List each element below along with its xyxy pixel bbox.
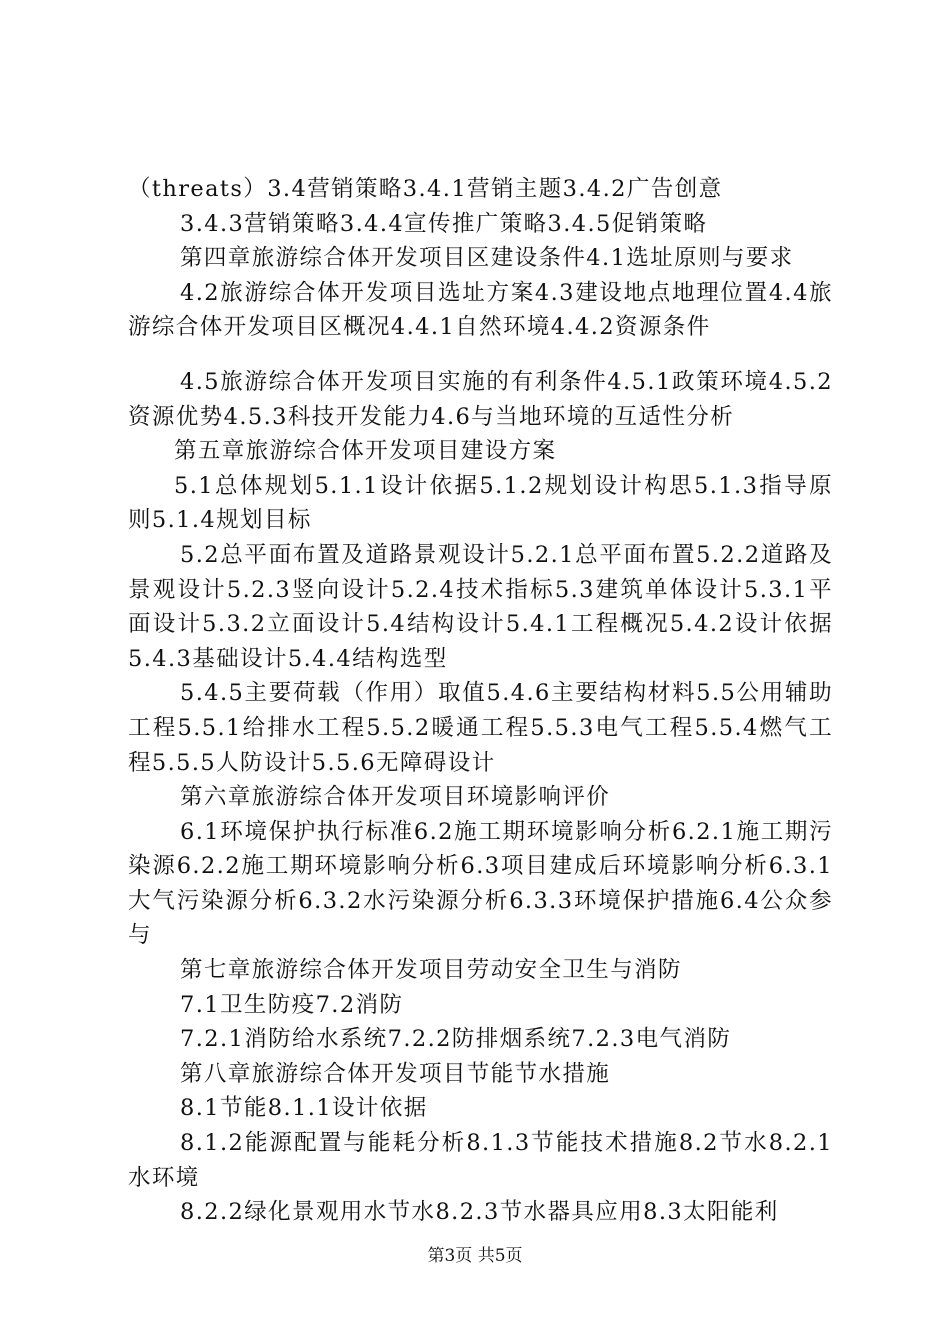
- paragraph-threats-marketing: （threats）3.4营销策略3.4.1营销主题3.4.2广告创意: [128, 176, 723, 202]
- paragraph-water-solar: 8.2.2绿化景观用水节水8.2.3节水器具应用8.3太阳能利: [180, 1199, 779, 1226]
- page-footer: 第3页 共5页: [427, 1246, 523, 1266]
- paragraph-energy-water: 8.1.2能源配置与能耗分析8.1.3节能技术措施8.2节水8.2.1水环境: [128, 1130, 833, 1191]
- paragraph-layout-design: 5.2总平面布置及道路景观设计5.2.1总平面布置5.2.2道路及景观设计5.2.3竖向设计5.2.4技术指标5.3建筑单体设计5.3.1平面设计5.3.2立面设计5.4结构设计5.4.1工程概况5.4.2设计依据5.4.3基础设计5.4.4结构选型: [128, 541, 833, 672]
- chapter-6-heading: 第六章旅游综合体开发项目环境影响评价: [180, 784, 611, 811]
- paragraph-site-selection: 4.2旅游综合体开发项目选址方案4.3建设地点地理位置4.4旅游综合体开发项目区概况4.4.1自然环境4.4.2资源条件: [128, 279, 833, 341]
- chapter-8-heading: 第八章旅游综合体开发项目节能节水措施: [180, 1060, 611, 1087]
- paragraph-favorable-conditions: 4.5旅游综合体开发项目实施的有利条件4.5.1政策环境4.5.2资源优势4.5.3科技开发能力4.6与当地环境的互适性分析: [128, 368, 833, 430]
- paragraph-marketing-strategies: 3.4.3营销策略3.4.4宣传推广策略3.4.5促销策略: [180, 210, 708, 237]
- paragraph-loads-utilities: 5.4.5主要荷载（作用）取值5.4.6主要结构材料5.5公用辅助工程5.5.1给排水工程5.5.2暖通工程5.5.3电气工程5.5.4燃气工程5.5.5人防设计5.5.6无障碍设计: [128, 680, 833, 776]
- chapter-7-heading: 第七章旅游综合体开发项目劳动安全卫生与消防: [180, 957, 682, 984]
- paragraph-energy-saving: 8.1节能8.1.1设计依据: [180, 1095, 428, 1122]
- document-body: [128, 172, 833, 1230]
- paragraph-overall-planning: 5.1总体规划5.1.1设计依据5.1.2规划设计构思5.1.3指导原则5.1.4规划目标: [128, 472, 833, 534]
- paragraph-fire-systems: 7.2.1消防给水系统7.2.2防排烟系统7.2.3电气消防: [180, 1026, 732, 1053]
- paragraph-environment: 6.1环境保护执行标准6.2施工期环境影响分析6.2.1施工期污染源6.2.2施工期环境影响分析6.3项目建成后环境影响分析6.3.1大气污染源分析6.3.2水污染源分析6.3.3环境保护措施6.4公众参与: [128, 818, 833, 949]
- chapter-4-heading: 第四章旅游综合体开发项目区建设条件4.1选址原则与要求: [180, 245, 794, 272]
- paragraph-health-fire: 7.1卫生防疫7.2消防: [180, 991, 404, 1018]
- chapter-5-heading: 第五章旅游综合体开发项目建设方案: [174, 438, 557, 465]
